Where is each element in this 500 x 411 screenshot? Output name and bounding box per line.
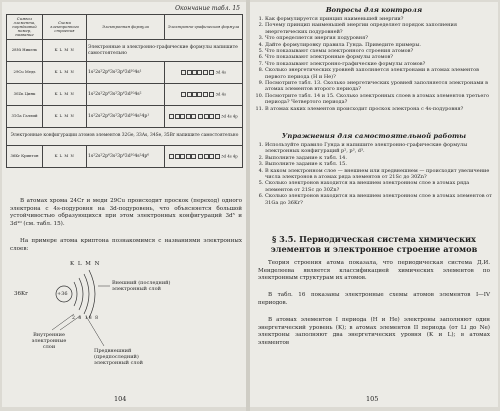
list-item: 9. Посмотрите табл. 13. Сколько энергетических уровней заполняется электронами в атомах элементов второго периода? bbox=[265, 80, 492, 93]
header-cell: Электронно-графическая формула bbox=[165, 15, 243, 40]
element-cell: 28Ni Никель bbox=[7, 40, 43, 62]
shell-cell: K L M N bbox=[43, 40, 87, 62]
table-header-row bbox=[7, 15, 243, 40]
list-item: 5. Что показывают схемы электронного строения атомов? bbox=[265, 48, 492, 54]
list-item: 5. Сколько электронов находится на внешнем электронном слое в атомах ряда элементов от 21Sc до 30Zn? bbox=[265, 180, 492, 193]
orbital-labels: 3d 4s bbox=[215, 91, 227, 97]
list-item: 11. В атомах каких элементов происходит проскок электрона с 4s-подуровня? bbox=[265, 106, 492, 112]
orbital-labels: 3d 4s 4p bbox=[221, 153, 238, 159]
table-row bbox=[7, 128, 243, 146]
table-note-cell: Электронные конфигурации атомов элементов 32Ge, 33As, 34Se, 35Br напишите самостоятельно bbox=[7, 128, 243, 146]
element-cell: 30Zn Цинк bbox=[7, 84, 43, 106]
list-item: 6. Сколько электронов находится на внешнем электронном слое в атомах элементов от 31Ga до 36Kr? bbox=[265, 193, 492, 206]
page-number: 105 bbox=[366, 395, 379, 403]
header-cell: Электронная формула bbox=[87, 15, 165, 40]
table-row bbox=[7, 62, 243, 84]
formula-cell: Электронные и электронно-графические формулы напишите самостоятельно bbox=[87, 40, 243, 62]
body-paragraph: В табл. 16 показаны электронные схемы атомов элементов I—IV периодов. bbox=[258, 292, 490, 306]
shell-cell: K L M N bbox=[43, 146, 87, 168]
right-page bbox=[250, 2, 498, 407]
list-item: 2. Почему принцип наименьшей энергии определяет порядок заполнения энергетических подуровней? bbox=[265, 22, 492, 35]
left-page bbox=[2, 2, 246, 407]
list-item: 3. Выполните задание к табл. 15. bbox=[265, 161, 492, 167]
orbital-graph-cell bbox=[165, 62, 243, 84]
shell-cell: K L M N bbox=[43, 106, 87, 128]
exercises-heading: Упражнения для самостоятельной работы bbox=[281, 132, 467, 140]
diagram-preouter-label: Предвнешний (предпоследний) электронный слой bbox=[94, 348, 143, 366]
element-cell: 31Ga Галлий bbox=[7, 106, 43, 128]
header-cell: Символ элемента, порядковый номер, название bbox=[7, 15, 43, 40]
list-item: 7. Что показывают электронно-графические формулы атомов? bbox=[265, 61, 492, 67]
diagram-element-label: 36Kr bbox=[14, 291, 28, 297]
list-item: 1. Используйте правило Гунда и напишите электронно-графические формулы электронных конфигураций p², p³, d³. bbox=[265, 142, 492, 155]
list-item: 4. В каком электронном слое — внешнем или предвнешнем — происходит увеличение числа электронов в атомах ряда элементов от 21Sc до 30Zn? bbox=[265, 168, 492, 181]
diagram-inner-label: Внутренние электронные слои bbox=[31, 332, 67, 350]
diagram-outer-label: Внешний (последний) электронный слой bbox=[112, 280, 171, 292]
element-cell: 29Cu Медь bbox=[7, 62, 43, 84]
list-item: 10. Посмотрите табл. 14 и 15. Сколько электронных слоев в атомах элементов третьего периода? Четвертого периода? bbox=[265, 93, 492, 106]
list-item: 6. Что показывают электронные формулы атомов? bbox=[265, 54, 492, 60]
page-number: 104 bbox=[114, 395, 127, 403]
questions-heading: Вопросы для контроля bbox=[325, 6, 423, 14]
table-row bbox=[7, 40, 243, 62]
diagram-shell-letters: K L M N bbox=[70, 261, 101, 267]
list-item: 8. Сколько энергетических уровней заполняется электронами в атомах элементов первого периода (H и He)? bbox=[265, 67, 492, 80]
body-paragraph: Теория строения атома показала, что периодическая система Д.И. Менделеева является классификацией химических элементов по электронным структурам их атомов. bbox=[258, 260, 490, 281]
header-cell: Схема электронного строения bbox=[43, 15, 87, 40]
diagram-nucleus-label: +36 bbox=[57, 291, 68, 297]
table-row bbox=[7, 146, 243, 168]
orbital-graph-cell bbox=[165, 146, 243, 168]
electron-table bbox=[6, 14, 243, 168]
shell-cell: K L M N bbox=[43, 84, 87, 106]
body-paragraph: В атомах хрома 24Cr и меди 29Cu происходит проскок (переход) одного электрона с 4s-подуровня на 3d-подуровень, что объясняется большой устойчивостью образующихся при этом электронных конфигураций 3d⁵ и 3d¹⁰ (см. табл. 15). bbox=[10, 198, 242, 227]
element-cell: 36Kr Криптон bbox=[7, 146, 43, 168]
list-item: 2. Выполните задание к табл. 14. bbox=[265, 155, 492, 161]
list-item: 3. Что определяется энергия подуровня? bbox=[265, 35, 492, 41]
orbital-labels: 3d 4s 4p bbox=[221, 113, 238, 119]
shell-cell: K L M N bbox=[43, 62, 87, 84]
orbital-graph-cell bbox=[165, 106, 243, 128]
body-paragraph: На примере атома криптона познакомимся с названиями электронных слоев: bbox=[10, 238, 242, 252]
table-row bbox=[7, 106, 243, 128]
list-item: 1. Как формулируется принцип наименьшей энергии? bbox=[265, 16, 492, 22]
section-heading: § 3.5. Периодическая система химических элементов и электронное строение атомов bbox=[270, 234, 478, 254]
questions-list bbox=[256, 16, 492, 112]
list-item: 4. Дайте формулировку правила Гунда. Приведите примеры. bbox=[265, 42, 492, 48]
formula-cell: 1s²2s²2p⁶3s²3p⁶3d¹⁰4s¹ bbox=[87, 62, 165, 84]
table-caption: Окончание табл. 15 bbox=[175, 5, 240, 12]
body-paragraph: В атомах элементов I периода (H и He) электроны заполняют один энергетический уровень (K); в атомах элементов II периода (от Li до Ne) электроны заполняют два энергетических уровня (K и L); в атомах элементов bbox=[258, 317, 490, 346]
orbital-graph-cell bbox=[165, 84, 243, 106]
table-row bbox=[7, 84, 243, 106]
diagram-electron-counts: 2 8 18 8 bbox=[72, 316, 99, 321]
formula-cell: 1s²2s²2p⁶3s²3p⁶3d¹⁰4s²4p¹ bbox=[87, 106, 165, 128]
formula-cell: 1s²2s²2p⁶3s²3p⁶3d¹⁰4s²4p⁶ bbox=[87, 146, 165, 168]
exercises-list bbox=[256, 142, 492, 206]
atom-shell-diagram bbox=[12, 258, 172, 368]
formula-cell: 1s²2s²2p⁶3s²3p⁶3d¹⁰4s² bbox=[87, 84, 165, 106]
orbital-labels: 3d 4s bbox=[215, 69, 227, 75]
